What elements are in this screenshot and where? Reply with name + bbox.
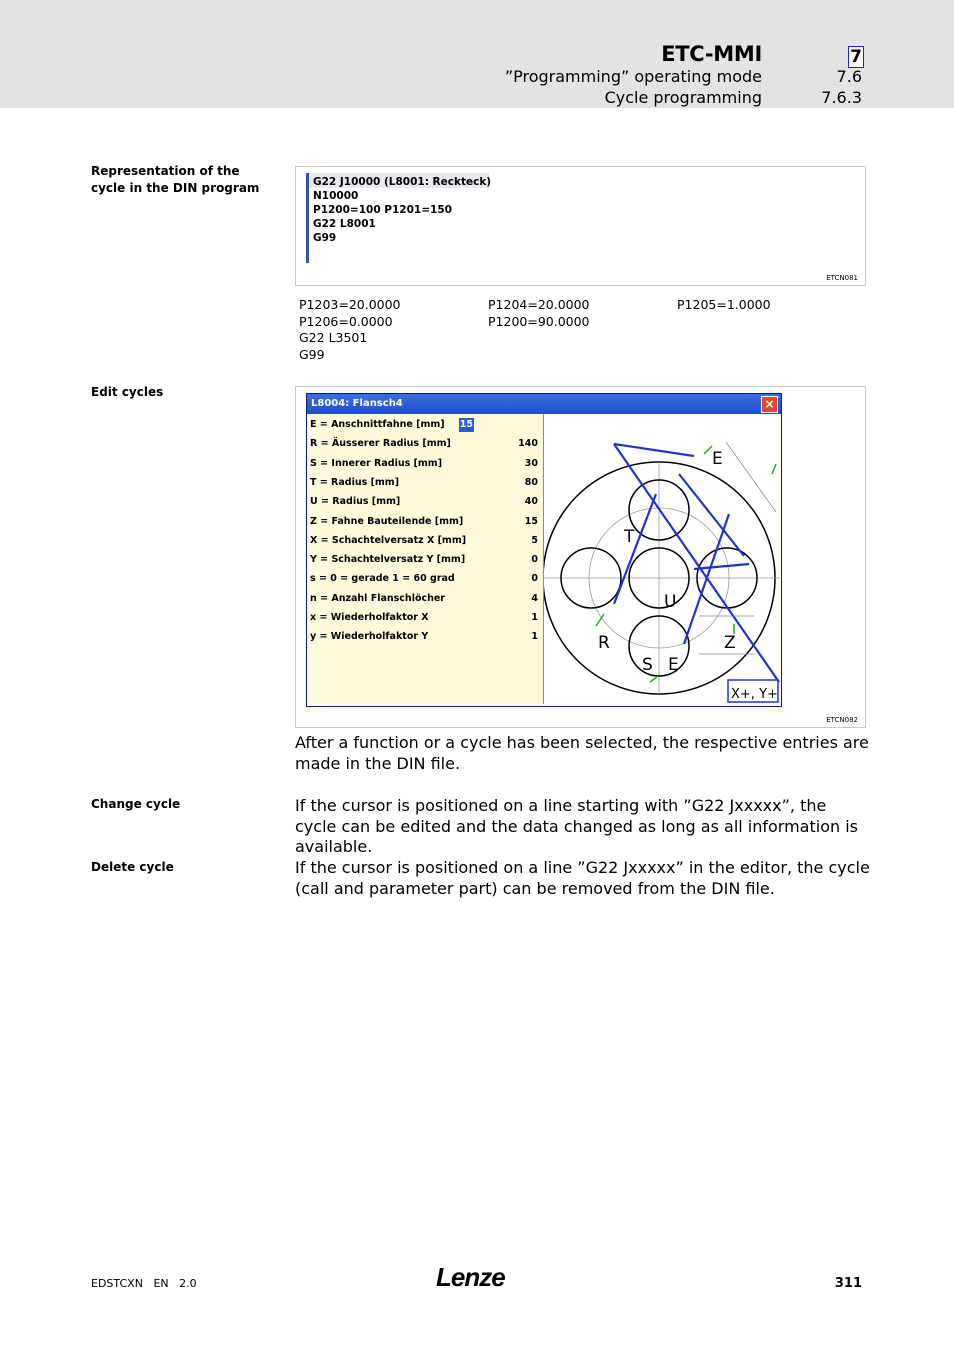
side-heading-delete-cycle: Delete cycle bbox=[91, 860, 174, 874]
label-xy: X+, Y+ bbox=[731, 687, 778, 702]
parameter-label: E = Anschnittfahne [mm] bbox=[310, 419, 445, 430]
header-section: ”Programming” operating mode bbox=[504, 67, 762, 86]
lenze-logo: Lenze bbox=[436, 1262, 505, 1292]
label-e-top: E bbox=[712, 449, 723, 469]
parameter-row[interactable] bbox=[310, 611, 540, 625]
parameter-row[interactable] bbox=[310, 630, 540, 644]
parameter-row[interactable] bbox=[310, 457, 540, 471]
din-line: G22 J10000 (L8001: Reckteck) bbox=[313, 176, 492, 188]
parameter-value[interactable]: 15 bbox=[459, 419, 473, 430]
param-line: P1204=20.0000 bbox=[488, 297, 590, 312]
cycle-preview bbox=[544, 414, 780, 704]
parameter-value[interactable]: 0 bbox=[531, 573, 538, 585]
figure-label: ETCN081 bbox=[826, 274, 858, 282]
parameter-label: S = Innerer Radius [mm] bbox=[310, 457, 443, 469]
side-heading-edit-cycles: Edit cycles bbox=[91, 385, 164, 399]
parameter-row[interactable] bbox=[310, 476, 540, 490]
parameter-label: U = Radius [mm] bbox=[310, 496, 401, 508]
parameter-row[interactable] bbox=[310, 572, 540, 586]
footer-doc-info bbox=[91, 1277, 197, 1290]
parameter-row[interactable] bbox=[310, 437, 540, 451]
parameter-value[interactable]: 4 bbox=[531, 592, 538, 604]
parameter-value[interactable]: 30 bbox=[524, 457, 538, 469]
parameter-value[interactable]: 1 bbox=[531, 631, 538, 643]
parameter-value[interactable]: 80 bbox=[524, 476, 538, 488]
footer-version: 2.0 bbox=[179, 1277, 197, 1290]
footer-doc: EDSTCXN bbox=[91, 1277, 143, 1290]
din-line: P1200=100 P1201=150 bbox=[313, 204, 452, 216]
header-title: ETC-MMI bbox=[661, 42, 762, 66]
param-line: P1206=0.0000 bbox=[299, 313, 393, 329]
paragraph-after-select: After a function or a cycle has been selected, the respective entries are made in the DIN file. bbox=[295, 733, 869, 773]
parameter-value[interactable]: 140 bbox=[518, 438, 538, 450]
close-icon[interactable]: × bbox=[761, 396, 778, 413]
figure-label: ETCN082 bbox=[826, 716, 858, 724]
label-s: S bbox=[642, 655, 653, 675]
header-subsection: Cycle programming bbox=[604, 88, 762, 107]
parameter-value[interactable]: 15 bbox=[524, 515, 538, 527]
label-r: R bbox=[598, 633, 610, 653]
param-line: G99 bbox=[299, 346, 325, 362]
din-line: G22 L8001 bbox=[313, 218, 376, 230]
paragraph-change-cycle: If the cursor is positioned on a line starting with ”G22 Jxxxxx”, the cycle can be edited and the data changed as long as all information is available. bbox=[295, 796, 858, 856]
parameter-row[interactable] bbox=[310, 553, 540, 567]
din-line: G99 bbox=[313, 232, 337, 244]
header-subsection-number: 7.6.3 bbox=[821, 88, 862, 107]
footer-lang: EN bbox=[153, 1277, 169, 1290]
parameter-label: Z = Fahne Bauteilende [mm] bbox=[310, 515, 464, 527]
param-line: P1200=90.0000 bbox=[488, 313, 590, 329]
paragraph-delete-cycle: If the cursor is positioned on a line ”G22 Jxxxxx” in the editor, the cycle (call and parameter part) can be removed from the DIN file. bbox=[295, 858, 870, 898]
param-line: G22 L3501 bbox=[299, 330, 368, 345]
parameter-value[interactable]: 1 bbox=[531, 612, 538, 623]
side-heading-representation: Representation of the cycle in the DIN program bbox=[91, 164, 260, 195]
param-column-2 bbox=[488, 297, 590, 330]
page-header bbox=[0, 0, 954, 108]
label-z: Z bbox=[724, 633, 736, 653]
parameter-row[interactable] bbox=[310, 534, 540, 548]
dialog-title: L8004: Flansch4 bbox=[311, 398, 403, 409]
parameter-value[interactable]: 40 bbox=[524, 496, 538, 508]
parameter-label: X = Schachtelversatz X [mm] bbox=[310, 534, 467, 546]
parameter-row[interactable] bbox=[310, 495, 540, 509]
page-number: 311 bbox=[834, 1276, 862, 1291]
param-column-3 bbox=[677, 297, 771, 314]
parameter-label: x = Wiederholfaktor X bbox=[310, 612, 429, 623]
label-u: U bbox=[664, 592, 677, 612]
flange-drawing bbox=[544, 414, 780, 704]
dialog-title-bar bbox=[307, 394, 781, 414]
parameter-row[interactable] bbox=[310, 418, 540, 432]
side-heading-change-cycle: Change cycle bbox=[91, 797, 181, 811]
parameter-label: T = Radius [mm] bbox=[310, 476, 400, 488]
parameter-label: Y = Schachtelversatz Y [mm] bbox=[310, 554, 466, 566]
figure-din-program bbox=[295, 166, 866, 286]
figure-edit-cycle-dialog bbox=[295, 386, 866, 728]
din-line: N10000 bbox=[313, 190, 359, 202]
din-editor-excerpt bbox=[306, 173, 491, 263]
label-t: T bbox=[624, 527, 635, 547]
parameter-row[interactable] bbox=[310, 515, 540, 529]
label-e-bottom: E bbox=[668, 655, 679, 675]
header-section-number: 7.6 bbox=[836, 67, 862, 86]
parameter-label: s = 0 = gerade 1 = 60 grad bbox=[310, 573, 455, 585]
cycle-dialog-window bbox=[306, 393, 782, 707]
parameter-value[interactable]: 5 bbox=[531, 534, 538, 546]
parameter-label: R = Äusserer Radius [mm] bbox=[310, 438, 451, 450]
parameter-label: n = Anzahl Flanschlöcher bbox=[310, 592, 445, 604]
param-column-1 bbox=[299, 297, 401, 363]
parameter-row[interactable] bbox=[310, 592, 540, 606]
parameter-label: y = Wiederholfaktor Y bbox=[310, 631, 429, 643]
param-line: P1205=1.0000 bbox=[677, 297, 771, 312]
parameter-list bbox=[307, 414, 544, 704]
chapter-number[interactable]: 7 bbox=[848, 46, 864, 68]
parameter-value[interactable]: 0 bbox=[531, 554, 538, 566]
param-line: P1203=20.0000 bbox=[299, 297, 401, 312]
